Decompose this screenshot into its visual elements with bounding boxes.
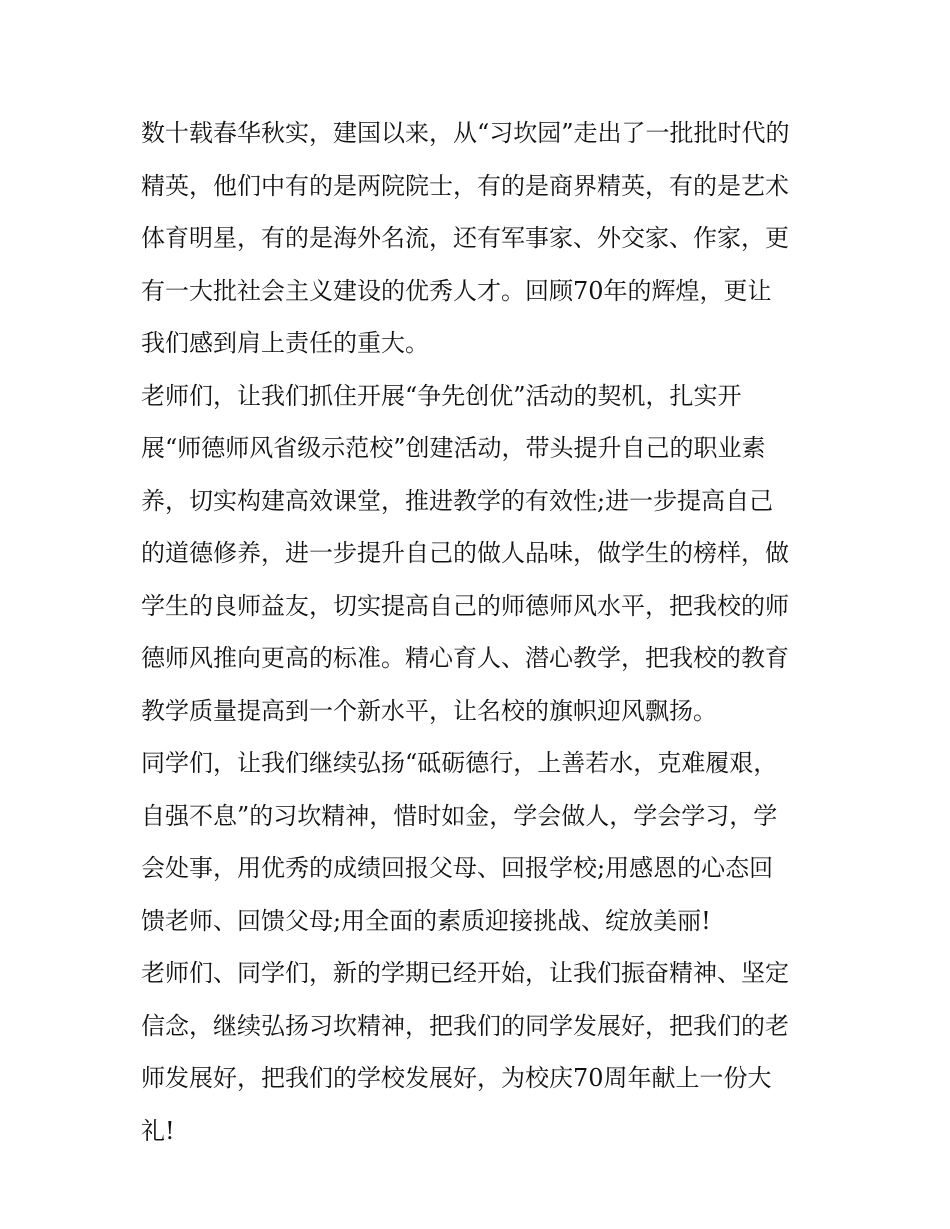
text-line: 我们感到肩上责任的重大。: [141, 329, 429, 357]
text-line: 馈老师、回馈父母;用全面的素质迎接挑战、绽放美丽!: [141, 906, 711, 935]
text-line: 有一大批社会主义建设的优秀人才。回顾70年的辉煌，更让: [141, 276, 772, 305]
text-line: 师发展好，把我们的学校发展好，为校庆70周年献上一份大: [141, 1064, 772, 1092]
text-line: 礼!: [141, 1116, 175, 1145]
text-line: 精英，他们中有的是两院院士，有的是商界精英，有的是艺术: [141, 171, 789, 200]
text-line: 信念，继续弘扬习坎精神，把我们的同学发展好，把我们的老: [141, 1011, 789, 1040]
text-line: 同学们，让我们继续弘扬“砥砺德行，上善若水，克难履艰，: [141, 749, 778, 777]
text-line: 的道德修养，进一步提升自己的做人品味，做学生的榜样，做: [141, 539, 789, 567]
text-line: 养，切实构建高效课堂，推进教学的有效性;进一步提高自己: [141, 486, 774, 515]
text-line: 体育明星，有的是海外名流，还有军事家、外交家、作家，更: [141, 224, 789, 252]
text-line: 老师们、同学们，新的学期已经开始，让我们振奋精神、坚定: [141, 959, 789, 987]
text-line: 德师风推向更高的标准。精心育人、潜心教学，把我校的教育: [141, 644, 789, 672]
text-line: 学生的良师益友，切实提高自己的师德师风水平，把我校的师: [141, 591, 789, 620]
text-line: 老师们，让我们抓住开展“争先创优”活动的契机，扎实开: [141, 381, 742, 410]
text-line: 展“师德师风省级示范校”创建活动，带头提升自己的职业素: [141, 434, 766, 462]
body-text: [141, 107, 821, 1157]
text-line: 教学质量提高到一个新水平，让名校的旗帜迎风飘扬。: [141, 696, 717, 725]
text-line: 会处事，用优秀的成绩回报父母、回报学校;用感恩的心态回: [141, 854, 774, 882]
text-line: 自强不息”的习坎精神，惜时如金，学会做人，学会学习，学: [141, 801, 778, 830]
text-line: 数十载春华秋实，建国以来，从“习坎园”走出了一批批时代的: [141, 119, 790, 147]
